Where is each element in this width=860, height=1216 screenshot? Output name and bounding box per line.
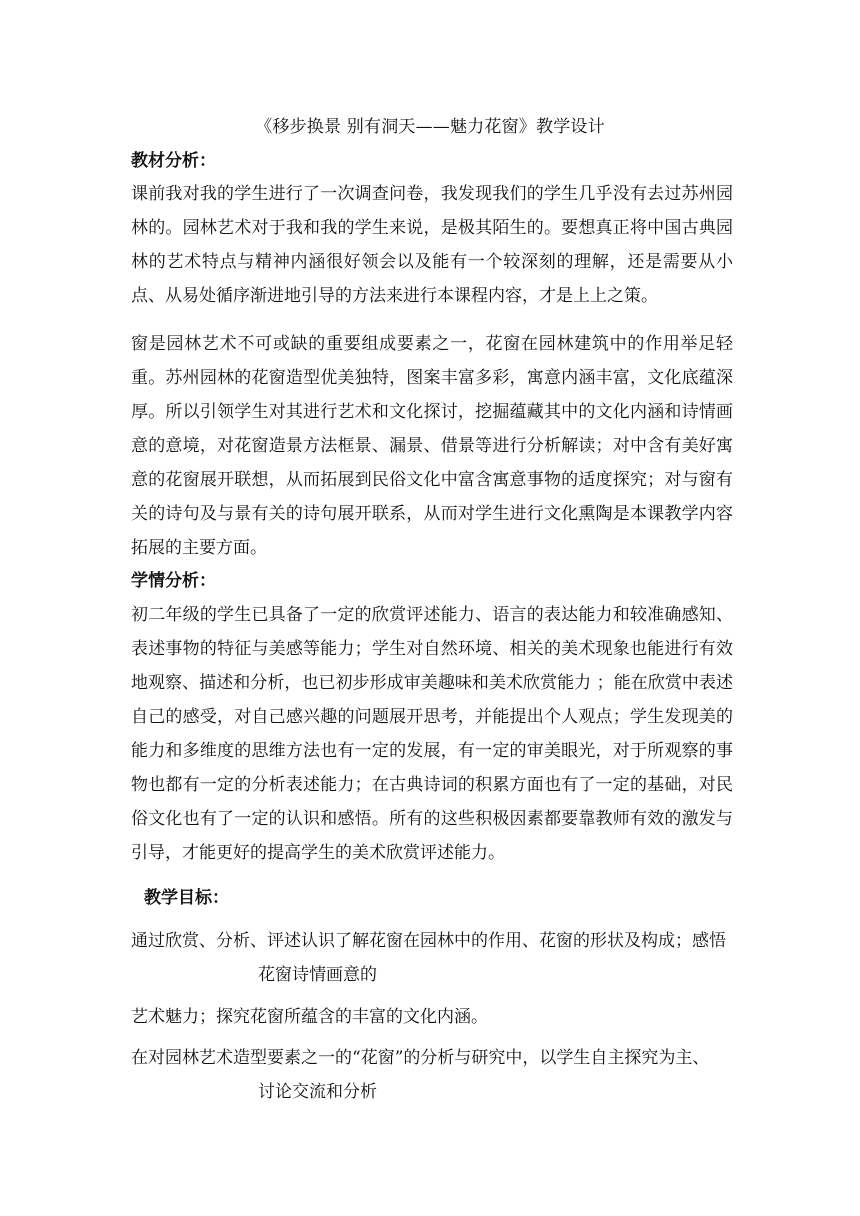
heading-learner-analysis: 学情分析：: [131, 571, 216, 591]
goals-line-1: 通过欣赏、分析、评述认识了解花窗在园林中的作用、花窗的形状及构成；感悟: [131, 931, 726, 951]
goals-line-5: 讨论交流和分析: [258, 1082, 377, 1102]
heading-textbook-analysis: 教材分析：: [131, 151, 216, 171]
goals-line-4: 在对园林艺术造型要素之一的“花窗”的分析与研究中，以学生自主探究为主、: [131, 1048, 710, 1068]
paragraph-textbook-1: 课前我对我的学生进行了一次调查问卷，我发现我们的学生几乎没有去过苏州园林的。园林艺术对于我和我的学生来说，是极其陌生的。要想真正将中国古典园林的艺术特点与精神内涵很好领会以及能有一个较深刻的理解，还是需要从小点、从易处循序渐进地引导的方法来进行本课程内容，才是上上之策。: [131, 184, 733, 306]
goals-line-2: 花窗诗情画意的: [258, 965, 377, 985]
goals-line-3: 艺术魅力；探究花窗所蕴含的丰富的文化内涵。: [131, 1007, 488, 1027]
document-title: 《移步换景 别有洞天——魅力花窗》教学设计: [255, 117, 605, 137]
paragraph-textbook-2: 窗是园林艺术不可或缺的重要组成要素之一，花窗在园林建筑中的作用举足轻重。苏州园林的花窗造型优美独特，图案丰富多彩，寓意内涵丰富，文化底蕴深厚。所以引领学生对其进行艺术和文化探讨，挖掘蕴藏其中的文化内涵和诗情画意的意境，对花窗造景方法框景、漏景、借景等进行分析解读；对中含有美好寓意的花窗展开联想，从而拓展到民俗文化中富含寓意事物的适度探究；对与窗有关的诗句及与景有关的诗句展开联系，从而对学生进行文化熏陶是本课教学内容拓展的主要方面。: [131, 334, 733, 558]
paragraph-learners-1: 初二年级的学生已具备了一定的欣赏评述能力、语言的表达能力和较准确感知、表述事物的特征与美感等能力；学生对自然环境、相关的美术现象也能进行有效地观察、描述和分析，也已初步形成审美趣味和美术欣赏能力 ；能在欣赏中表述自己的感受，对自己感兴趣的问题展开思考，并能提出个人观点；学生发现美的能力和多维度的思维方法也有一定的发展，有一定的审美眼光，对于所观察的事物也都有一定的分析表述能力；在古典诗词的积累方面也有了一定的基础，对民俗文化也有了一定的认识和感悟。所有的这些积极因素都要靠教师有效的激发与引导，才能更好的提高学生的美术欣赏评述能力。: [131, 605, 733, 863]
heading-teaching-goals: 教学目标：: [144, 888, 229, 908]
